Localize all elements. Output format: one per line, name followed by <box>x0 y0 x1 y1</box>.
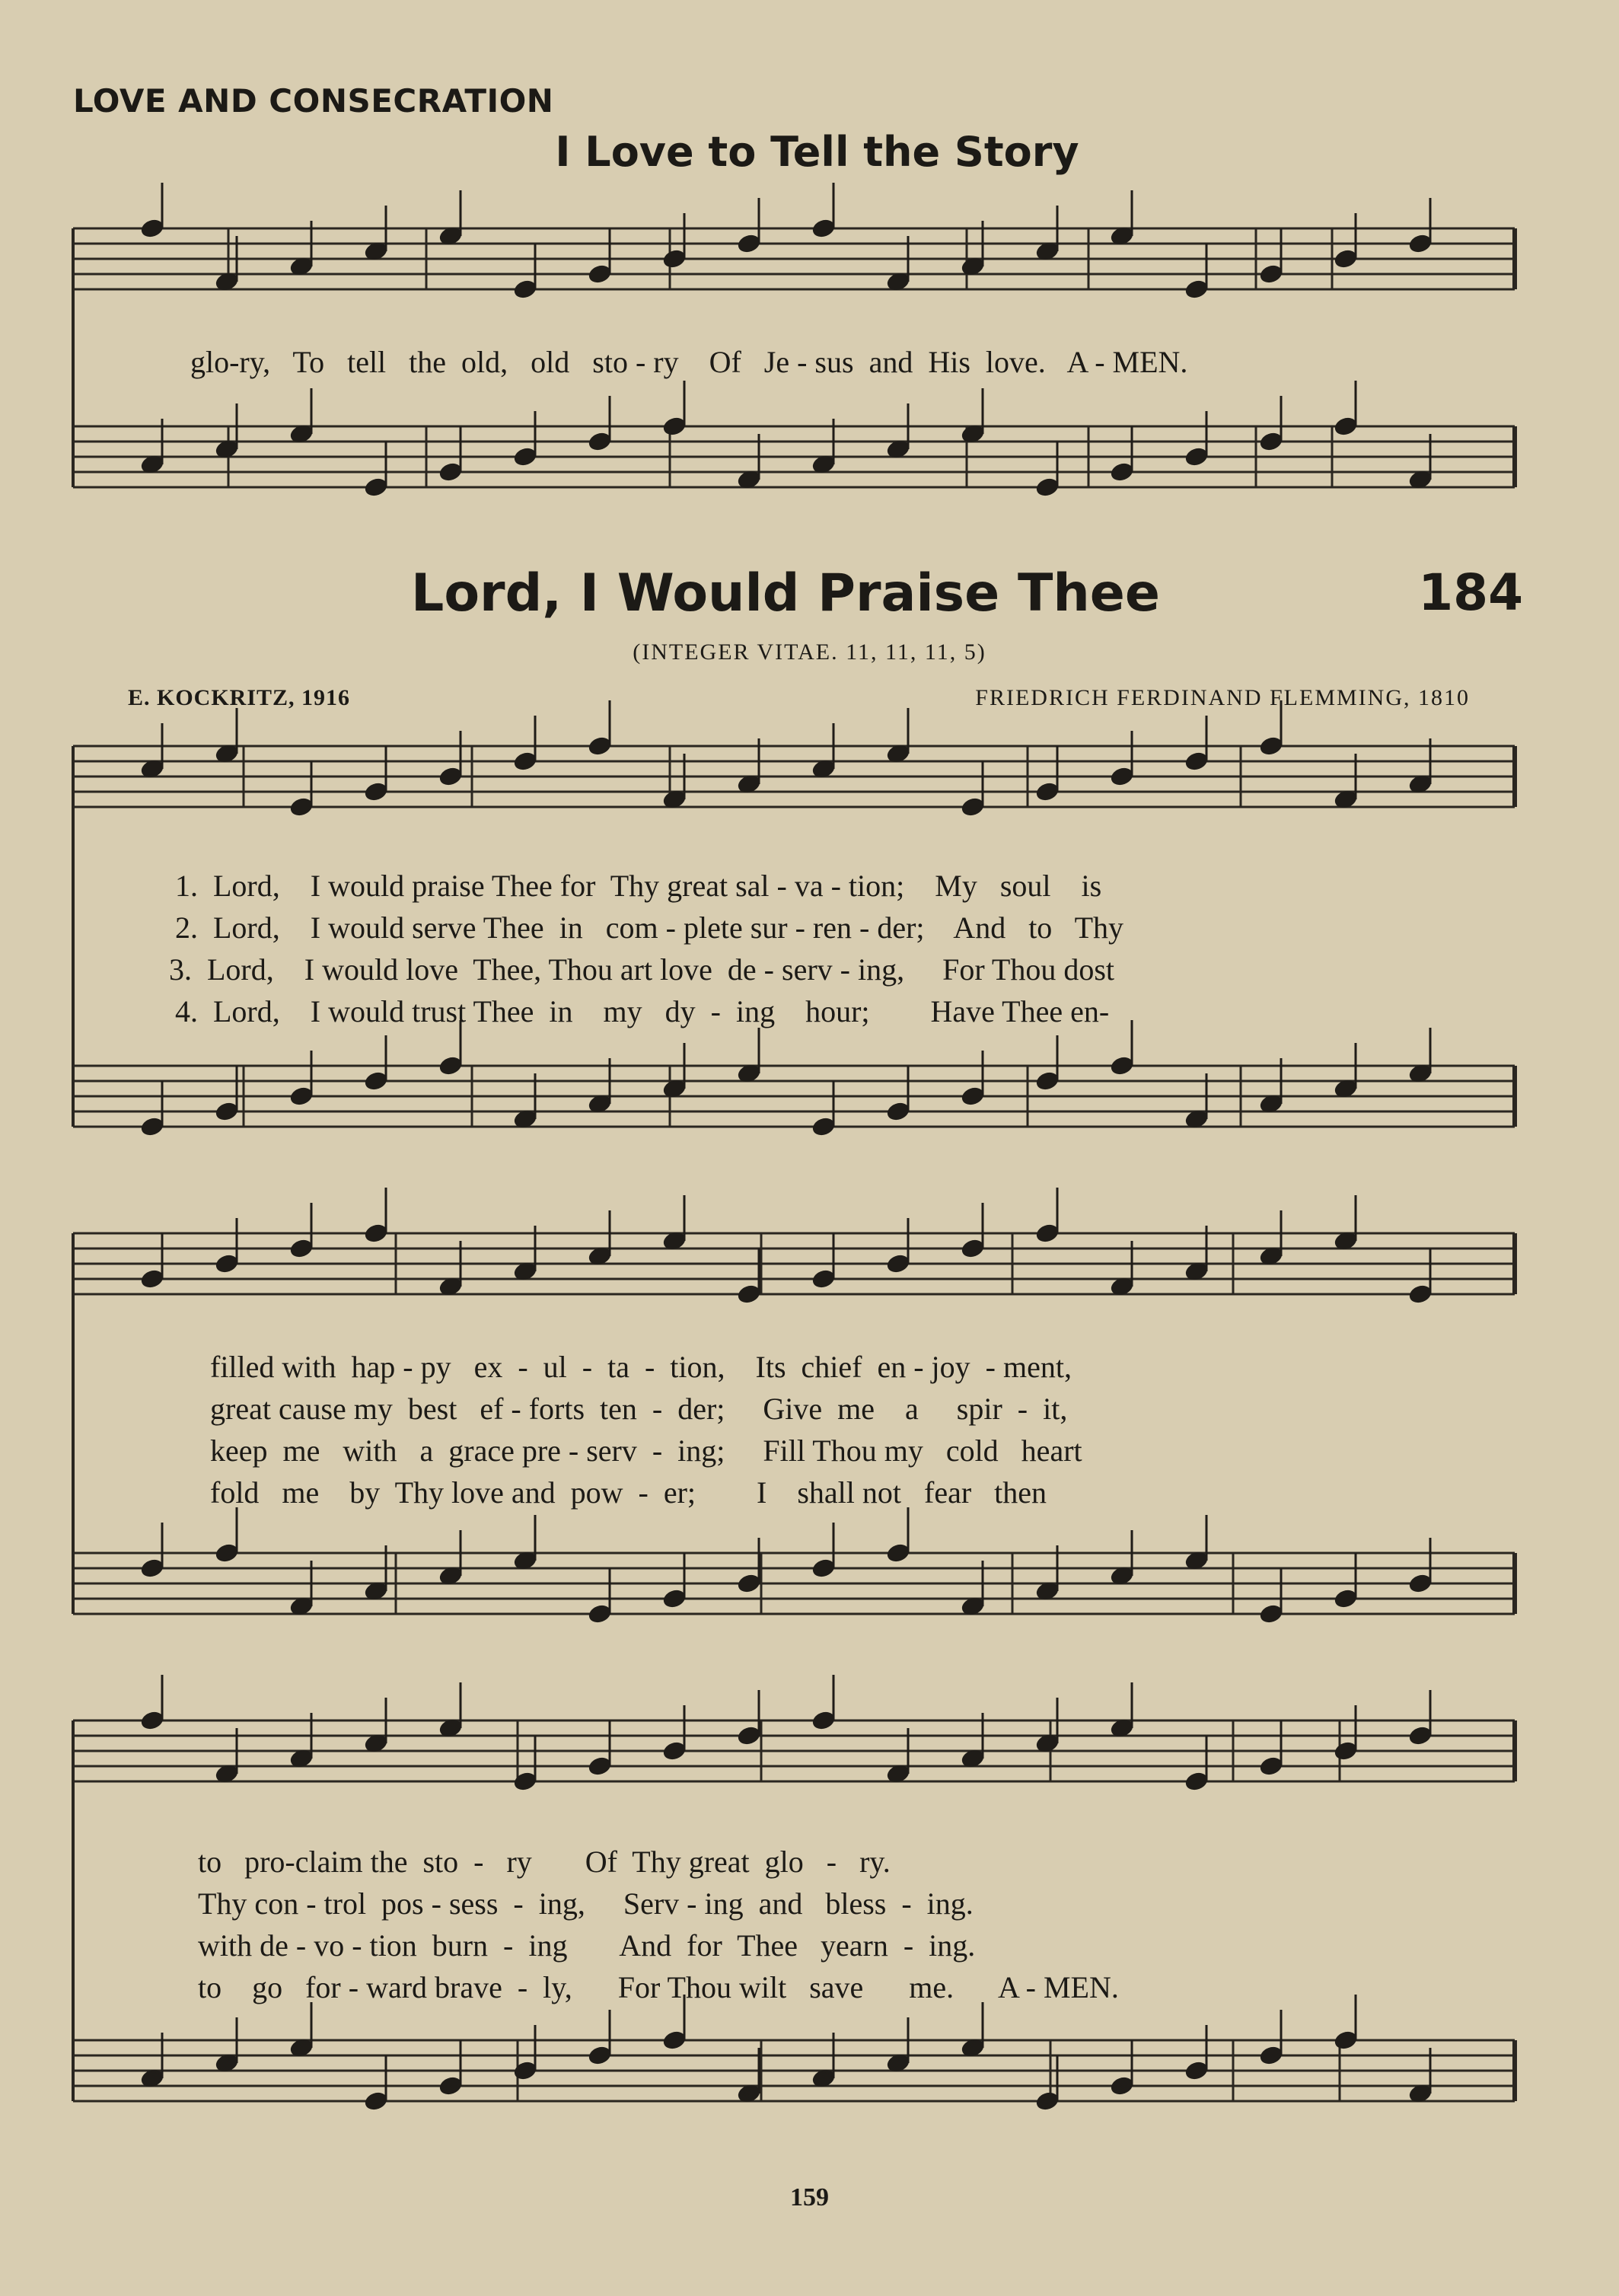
verse-4-line-c: to go for - ward brave - ly, For Thou wilt save me. A - MEN. <box>198 1970 1119 2004</box>
verse-2-line-a: 2. Lord, I would serve Thee in com - plete sur - ren - der; And to Thy <box>175 910 1124 945</box>
verse-1-line-b: filled with hap - py ex - ul - ta - tion, Its chief en - joy - ment, <box>210 1350 1072 1384</box>
verse-4-line-b: fold me by Thy love and pow - er; I shall not fear then <box>210 1475 1047 1510</box>
previous-hymn-title: I Love to Tell the Story <box>555 128 1079 176</box>
section-heading: LOVE AND CONSECRATION <box>73 82 554 120</box>
verse-3-line-c: with de - vo - tion burn - ing And for Thee yearn - ing. <box>198 1928 976 1963</box>
page-number: 159 <box>790 2183 829 2211</box>
tune-meter: (INTEGER VITAE. 11, 11, 11, 5) <box>633 639 986 665</box>
hymn-author: E. KOCKRITZ, 1916 <box>128 685 351 710</box>
hymn-composer: FRIEDRICH FERDINAND FLEMMING, 1810 <box>975 685 1470 710</box>
hymn-number: 184 <box>1418 563 1523 622</box>
verse-1-line-c: to pro-claim the sto - ry Of Thy great glo - ry. <box>198 1845 891 1879</box>
verse-3-line-b: keep me with a grace pre - serv - ing; Fill Thou my cold heart <box>210 1433 1082 1468</box>
verse-2-line-c: Thy con - trol pos - sess - ing, Serv - ing and bless - ing. <box>198 1886 974 1921</box>
verse-1-line-a: 1. Lord, I would praise Thee for Thy great sal - va - tion; My soul is <box>175 869 1102 903</box>
hymn-title: Lord, I Would Praise Thee <box>411 563 1160 623</box>
verse-4-line-a: 4. Lord, I would trust Thee in my dy - ing hour; Have Thee en- <box>175 994 1110 1028</box>
previous-hymn-lyrics: glo-ry, To tell the old, old sto - ry Of Je - sus and His love. A - MEN. <box>190 345 1188 379</box>
verse-3-line-a: 3. Lord, I would love Thee, Thou art love de - serv - ing, For Thou dost <box>169 952 1115 987</box>
verse-2-line-b: great cause my best ef - forts ten - der; Give me a spir - it, <box>210 1392 1068 1426</box>
